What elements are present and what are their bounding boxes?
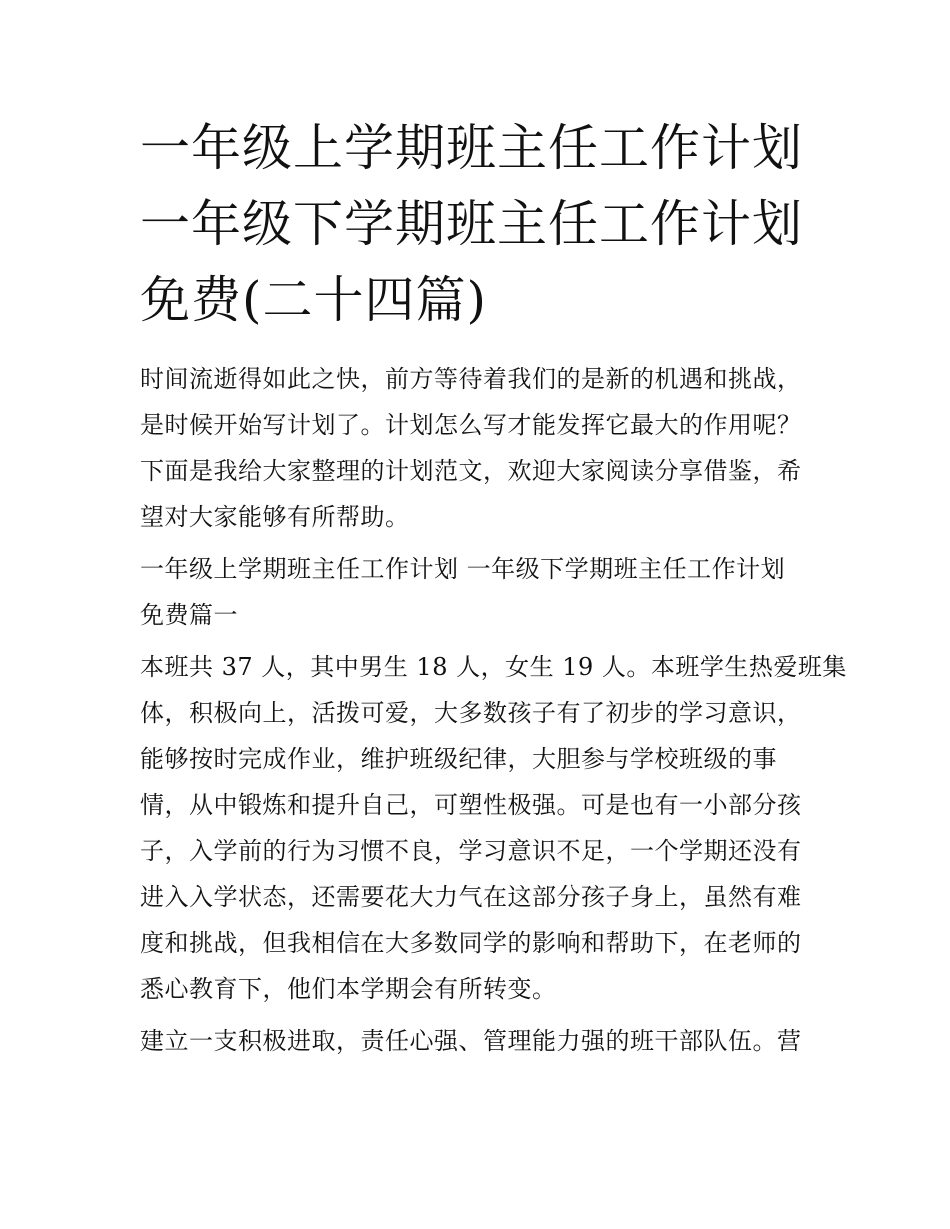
text-line: 本班共 37 人，其中男生 18 人，女生 19 人。本班学生热爱班集 [140,653,847,681]
text-line: 度和挑战，但我相信在大多数同学的影响和帮助下，在老师的 [140,929,802,957]
text-line: 建立一支积极进取，责任心强、管理能力强的班干部队伍。营 [140,1027,802,1055]
text-line: 情，从中锻炼和提升自己，可塑性极强。可是也有一小部分孩 [140,791,802,819]
title-line: 一年级下学期班主任工作计划 [140,195,803,253]
document-body [140,356,847,1064]
text-line: 体，积极向上，活拨可爱，大多数孩子有了初步的学习意识， [140,699,802,727]
text-line: 免费篇一 [140,601,238,629]
text-line: 时间流逝得如此之快，前方等待着我们的是新的机遇和挑战， [140,365,802,393]
intro-paragraph [140,356,820,540]
text-line: 进入入学状态，还需要花大力气在这部分孩子身上，虽然有难 [140,883,802,911]
class-cadre-paragraph [140,1018,820,1064]
text-line: 是时候开始写计划了。计划怎么写才能发挥它最大的作用呢？ [140,411,802,439]
title-line: 免费(二十四篇) [140,271,488,329]
title-line: 一年级上学期班主任工作计划 [140,119,803,177]
document-title [140,110,820,338]
text-line: 一年级上学期班主任工作计划 一年级下学期班主任工作计划 [140,555,786,583]
class-overview-paragraph [140,644,847,1012]
text-line: 子，入学前的行为习惯不良，学习意识不足，一个学期还没有 [140,837,802,865]
text-line: 下面是我给大家整理的计划范文，欢迎大家阅读分享借鉴，希 [140,457,802,485]
text-line: 望对大家能够有所帮助。 [140,503,410,531]
text-line: 悉心教育下，他们本学期会有所转变。 [140,975,557,1003]
section-heading [140,546,820,638]
document-page [140,110,847,1064]
text-line: 能够按时完成作业，维护班级纪律，大胆参与学校班级的事 [140,745,777,773]
